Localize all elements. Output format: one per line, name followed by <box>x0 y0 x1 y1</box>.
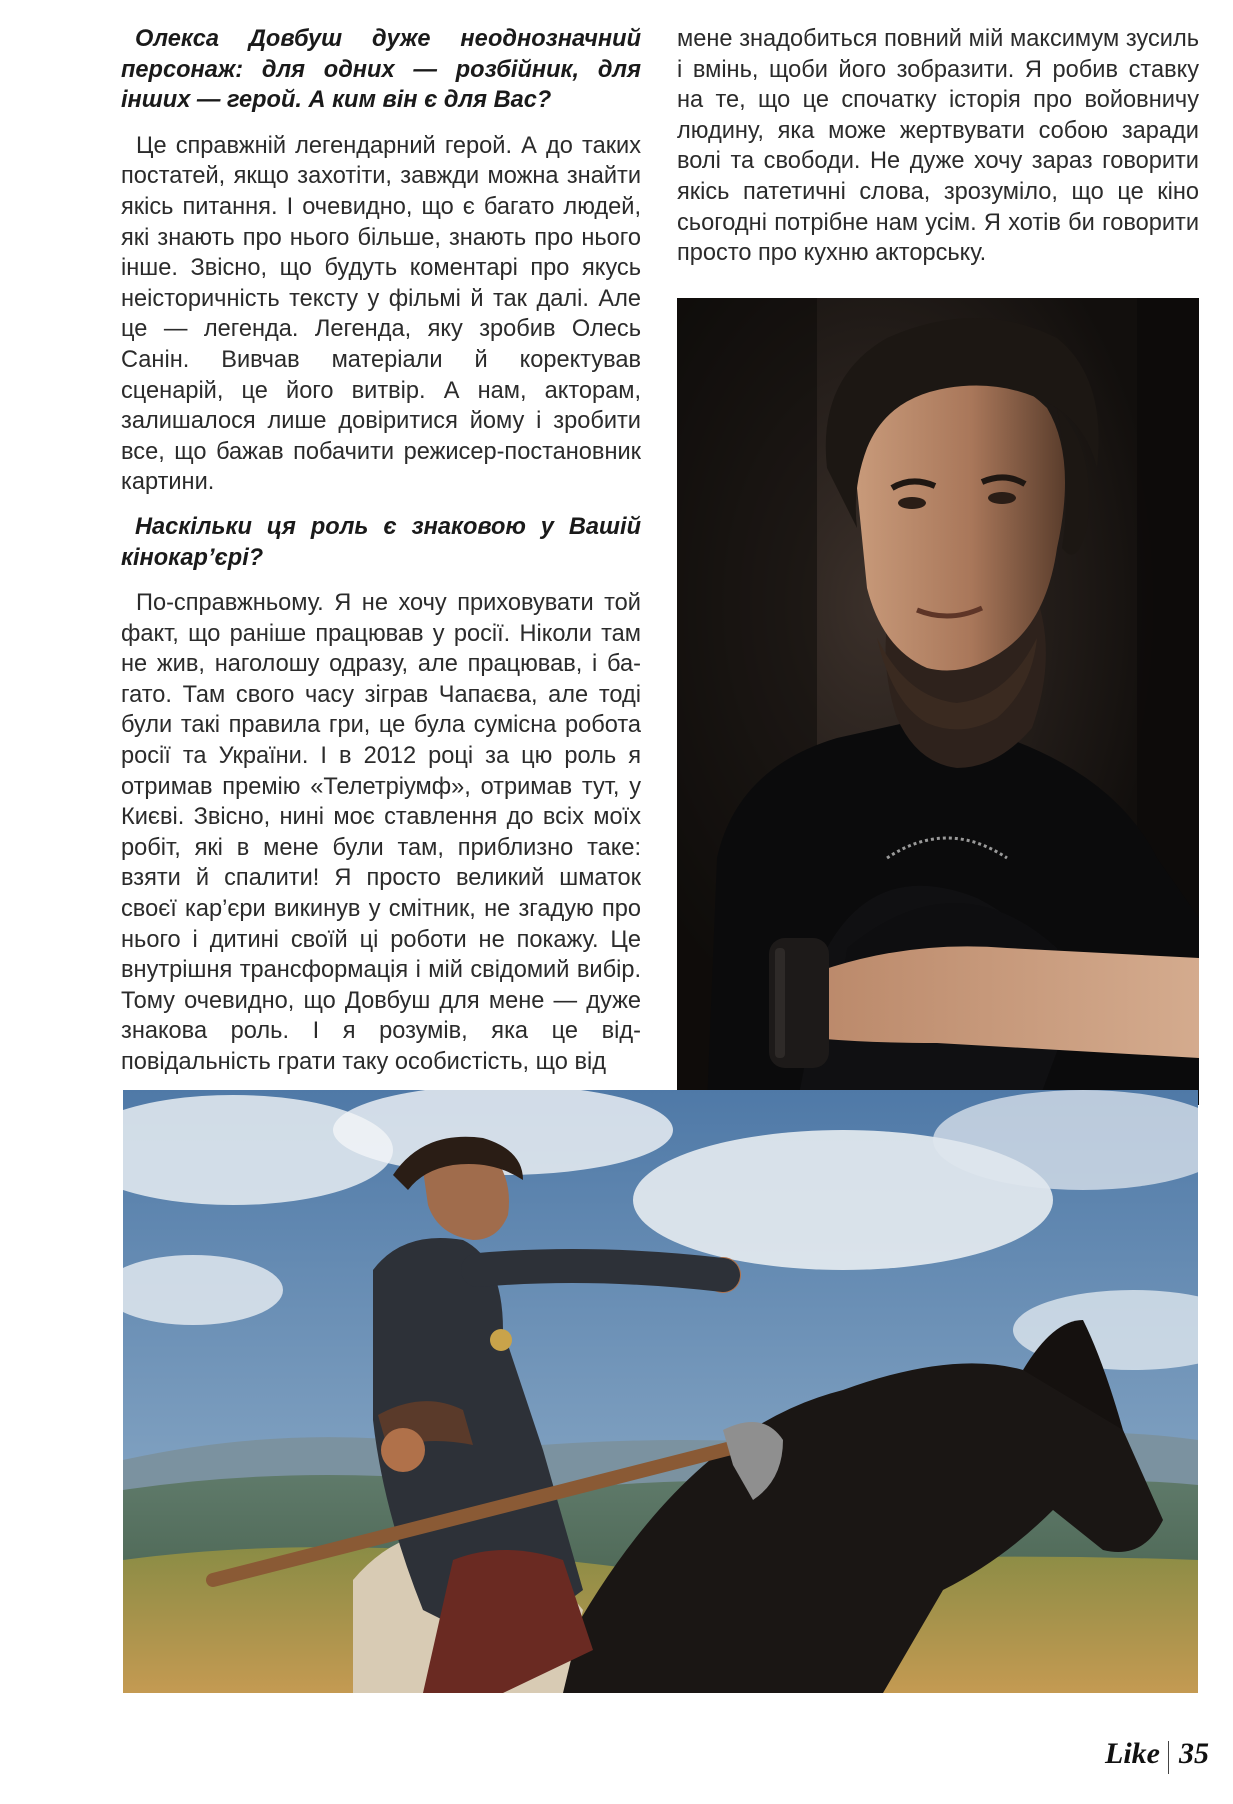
horseman-photo <box>123 1090 1198 1693</box>
page-number: 35 <box>1179 1737 1209 1770</box>
portrait-photo <box>677 298 1199 1105</box>
question-1: Олекса Довбуш дуже неоднозначний персонаж: для одних — розбійник, для інших — герой. А ким він є для Вас? <box>121 26 641 114</box>
question-2: Наскільки ця роль є знаковою у Вашій кінокар’єрі? <box>121 513 641 571</box>
right-text-column <box>677 24 1199 269</box>
magazine-brand: Like <box>1105 1737 1160 1770</box>
answer-2-part-1: По-справжньому. Я не хочу приховувати той факт, що раніше працював у росії. Ніколи там не жив, наголошу одразу, але працював, і багато. Там свого часу зіграв Чапаєва, але тоді були такі правила гри, це була сумісна робота росії та України. І в 2012 році за цю роль я отримав премію «Телетріумф», отримав тут, у Києві. Звісно, нині моє ставлення до всіх моїх робіт, які в мене були там, приблизно таке: взяти й спалити! Я просто великий шматок своєї кар’єри викинув у смітник, не згадую про нього і дитині своїй ці роботи не покажу. Це внутрішня трансформація і мій свідомий вибір. Тому очевидно, що Довбуш для мене — дуже знакова роль. І я розумів, яка це відповідальність грати таку особистість, що від <box>121 590 641 1075</box>
left-text-column <box>121 24 641 1078</box>
portrait-illustration <box>677 298 1199 1105</box>
answer-2-part-2: мене знадобиться повний мій максимум зусиль і вмінь, щоби його зобразити. Я робив ставку на те, що це спочатку історія про войовничу людину, яка може жертвувати собою заради волі та свободи. Не дуже хочу зараз говорити якісь патетичні слова, зрозуміло, що це кіно сьогодні потрібне нам усім. Я хотів би говорити просто про кухню акторську. <box>677 26 1199 267</box>
answer-1: Це справжній легендарний герой. А до таких постатей, якщо захотіти, завжди можна знайти якісь питання. І очевидно, що є багато людей, які знають про нього більше, знають про нього інше. Звісно, що будуть коментарі про якусь неісторичність тексту у фільмі й так далі. Але це — легенда. Легенда, яку зробив Олесь Санін. Вивчав матеріали й коректував сценарій, це його витвір. А нам, акторам, залишалося лише довіритися йому і зробити все, що бажав побачити режисер-постановник картини. <box>121 132 641 496</box>
page-footer <box>1033 1735 1233 1779</box>
footer-divider <box>1168 1741 1170 1774</box>
horseman-illustration <box>123 1090 1198 1693</box>
